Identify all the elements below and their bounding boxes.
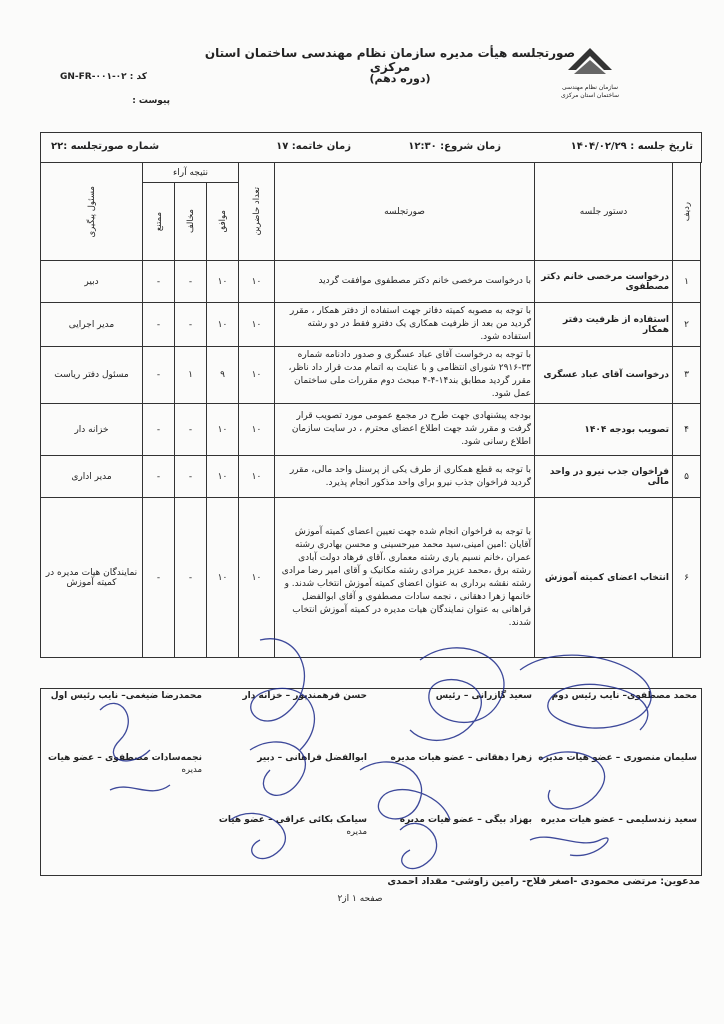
row-attendees: ۱۰: [239, 456, 275, 498]
row-followup: مسئول دفتر ریاست: [41, 347, 143, 404]
header-agenda: دستور جلسه: [535, 163, 673, 261]
signature-cell: [206, 751, 371, 813]
row-oppose: -: [175, 261, 207, 303]
signature-cell: [536, 813, 701, 875]
row-abstain: -: [143, 404, 175, 456]
row-number: ۱: [673, 261, 701, 303]
row-topic: فراخوان جذب نیرو در واحد مالی: [535, 456, 673, 498]
signature-cell: [41, 751, 206, 813]
signature-cell: [536, 689, 701, 751]
row-topic: درخواست آقای عباد عسگری: [535, 347, 673, 404]
row-agree: ۱۰: [207, 498, 239, 658]
row-minutes: با درخواست مرخصی خانم دکتر مصطفوی موافقت گردید: [275, 261, 535, 303]
row-topic: درخواست مرخصی خانم دکتر مصطفوی: [535, 261, 673, 303]
signature-cell: [371, 751, 536, 813]
row-abstain: -: [143, 456, 175, 498]
table-row: [41, 303, 701, 347]
signature-cell: [206, 813, 371, 875]
row-attendees: ۱۰: [239, 347, 275, 404]
row-abstain: -: [143, 261, 175, 303]
header-agree: موافق: [207, 183, 239, 261]
row-agree: ۱۰: [207, 303, 239, 347]
meeting-info-row: [40, 132, 702, 163]
row-topic: تصویب بودجه ۱۴۰۴: [535, 404, 673, 456]
row-topic: استفاده از ظرفیت دفتر همکار: [535, 303, 673, 347]
row-attendees: ۱۰: [239, 404, 275, 456]
row-number: ۲: [673, 303, 701, 347]
signature-cell: [206, 689, 371, 751]
header-row-number: ردیف: [673, 163, 701, 261]
row-agree: ۹: [207, 347, 239, 404]
signer-name: نجمه‌سادات مصطفوی – عضو هیات: [48, 753, 202, 763]
signature-cell: [536, 751, 701, 813]
table-row: [41, 347, 701, 404]
row-number: ۶: [673, 498, 701, 658]
row-abstain: -: [143, 303, 175, 347]
row-followup: نمایندگان هیات مدیره در کمیته آموزش: [41, 498, 143, 658]
row-minutes: با توجه به درخواست آقای عباد عسگری و صدور دادنامه شماره ۳۳-۲۹۱۶ شورای انتظامی و با عنایت به اتمام مدت قرار داد ناظر، مقرر گردید مطابق بند۱۴-۴-۴ مبحث دوم مقررات ملی ساختمان عمل شود.: [275, 347, 535, 404]
header-vote-result: نتیجه آراء: [143, 163, 239, 183]
header-oppose: مخالف: [175, 183, 207, 261]
row-minutes: با توجه به مصوبه کمیته دفاتر جهت استفاده از دفتر همکار ، مقرر گردید من بعد از ظرفیت همکاری یک دفترو فقط در دو رشته استفاده شود.: [275, 303, 535, 347]
row-attendees: ۱۰: [239, 261, 275, 303]
signer-role: مدیره: [181, 765, 202, 775]
signer-name: سیامک بکائی عراقی – عضو هیات: [218, 815, 367, 825]
row-followup: مدیر اجرایی: [41, 303, 143, 347]
row-oppose: ۱: [175, 347, 207, 404]
signature-cell: [371, 813, 536, 875]
row-agree: ۱۰: [207, 261, 239, 303]
table-row: [41, 498, 701, 658]
row-agree: ۱۰: [207, 404, 239, 456]
row-abstain: -: [143, 498, 175, 658]
start-time: زمان شروع: ۱۲:۳۰: [408, 141, 501, 152]
signature-cell: [371, 689, 536, 751]
row-number: ۵: [673, 456, 701, 498]
row-attendees: ۱۰: [239, 303, 275, 347]
meeting-date: تاریخ جلسه : ۱۴۰۴/۰۲/۲۹: [570, 141, 693, 152]
header-minutes: صورتجلسه: [275, 163, 535, 261]
row-followup: مدیر اداری: [41, 456, 143, 498]
minutes-table: [40, 162, 700, 674]
period-label: (دوره دهم): [369, 72, 431, 85]
row-minutes: با توجه به فراخوان انجام شده جهت تعیین اعضای کمیته آموزش آقایان :امین امینی،سید محمد میرحسینی و محسن بهادری رشته عمران ،خانم نسیم یاری رشته معماری ،آقای فرهاد دولت آبادی رشته برق ،محمد عزیز مرادی رشته مکانیک و آقای امیر رضا مرادی رشته نقشه برداری به عنوان اعضای کمیته آموزش انتخاب شدند. و خانمها زهرا دهقانی ، نجمه سادات مصطفوی و آقای ابوالفضل فراهانی به عنوان نمایندگان هیات مدیره در کمیته آموزش انتخاب شدند.: [275, 498, 535, 658]
signer-name: محمد مصطفوی– نایب رئیس دوم: [551, 691, 697, 701]
row-minutes: بودجه پیشنهادی جهت طرح در مجمع عمومی مورد تصویب قرار گرفت و مقرر شد جهت اطلاع اعضای محترم ، در سایت سازمان اطلاع رسانی شود.: [275, 404, 535, 456]
signer-name: [41, 813, 206, 817]
table-row: [41, 261, 701, 303]
signer-name: زهرا دهقانی – عضو هیات مدیره: [390, 753, 532, 763]
signer-name: سلیمان منصوری – عضو هیات مدیره: [538, 753, 697, 763]
header-attendees: تعداد حاضرین: [239, 163, 275, 261]
header-abstain: ممتنع: [143, 183, 175, 261]
row-minutes: با توجه به قطع همکاری از طرف یکی از پرسنل واحد مالی، مقرر گردید فراخوان جذب نیرو برای واحد مذکور انجام پذیرد.: [275, 456, 535, 498]
signature-cell: [41, 689, 206, 751]
logo-text: سازمان نظام مهندسی ساختمان استان مرکزی: [560, 84, 620, 99]
table-row: [41, 404, 701, 456]
signer-name: ابوالفضل فراهانی – دبیر: [257, 753, 367, 763]
end-time: زمان خاتمه: ۱۷: [276, 141, 351, 152]
signer-name: محمدرضا ضیغمی– نایب رئیس اول: [50, 691, 202, 701]
row-attendees: ۱۰: [239, 498, 275, 658]
row-oppose: -: [175, 404, 207, 456]
signer-role: مدیره: [346, 827, 367, 837]
signer-name: سعید زندسلیمی – عضو هیات مدیره: [540, 815, 697, 825]
signer-name: بهزاد بیگی – عضو هیات مدیره: [399, 815, 532, 825]
page-number: صفحه ۱ از۲: [337, 894, 383, 904]
form-code: کد : GN-FR-۰۰۱-۰۲: [60, 72, 147, 82]
row-number: ۴: [673, 404, 701, 456]
signature-block: [40, 688, 702, 876]
header-followup: مسئول پیگیری: [41, 163, 143, 261]
invitees-line: مدعوین: مرتضی محمودی -اصغر فلاح- رامین زاوشی- مقداد احمدی: [387, 876, 700, 887]
table-row: [41, 456, 701, 498]
row-oppose: -: [175, 498, 207, 658]
signer-name: سعید گازرانی – رئیس: [435, 691, 532, 701]
row-number: ۳: [673, 347, 701, 404]
signer-name: حسن فرهمندپور – خزانه دار: [242, 691, 367, 701]
row-oppose: -: [175, 456, 207, 498]
document-title: صورتجلسه هیأت مدیره سازمان نظام مهندسی ساختمان استان مرکزی: [204, 46, 576, 74]
row-topic: انتخاب اعضای کمیته آموزش: [535, 498, 673, 658]
signature-cell: [41, 813, 206, 875]
row-followup: خزانه دار: [41, 404, 143, 456]
row-oppose: -: [175, 303, 207, 347]
row-abstain: -: [143, 347, 175, 404]
attachment-label: پیوست :: [132, 96, 170, 106]
minutes-number: شماره صورتجلسه :۲۲: [51, 141, 160, 152]
row-agree: ۱۰: [207, 456, 239, 498]
row-followup: دبیر: [41, 261, 143, 303]
